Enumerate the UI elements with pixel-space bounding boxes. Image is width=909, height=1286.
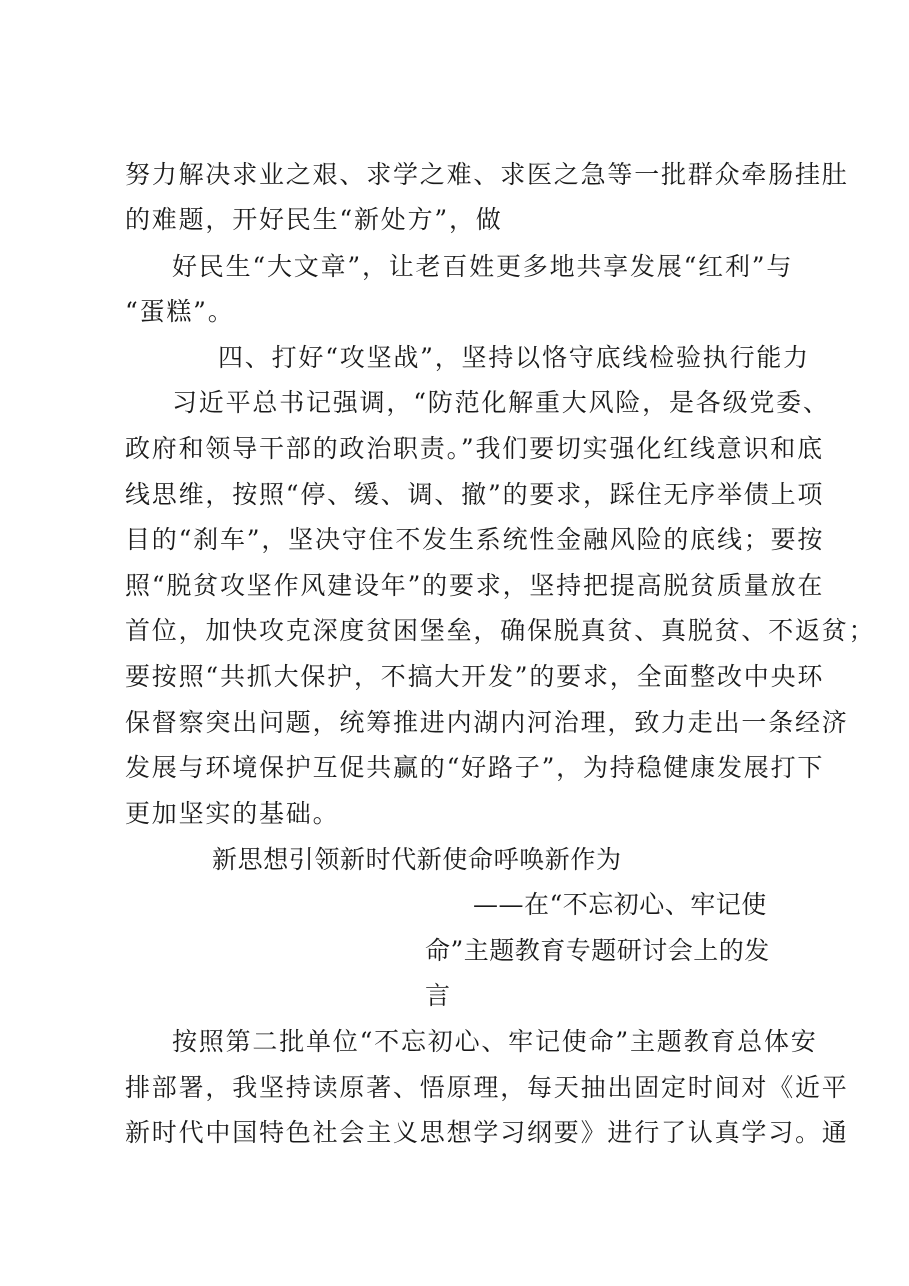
paragraph-line: 首位，加快攻克深度贫困堡垒，确保脱真贫、真脱贫、不返贫； <box>125 616 876 645</box>
paragraph-line: 的难题，开好民生“新处方”，做 <box>125 205 503 234</box>
paragraph-line: 好民生“大文章”，让老百姓更多地共享发展“红利”与 <box>172 252 794 281</box>
article-title: 新思想引领新时代新使命呼唤新作为 <box>212 845 622 874</box>
paragraph-line: 努力解决求业之艰、求学之难、求医之急等一批群众牵肠挂肚 <box>125 160 849 189</box>
paragraph-line: 习近平总书记强调，“防范化解重大风险，是各级党委、 <box>172 388 830 417</box>
paragraph-line: 排部署，我坚持读原著、悟原理，每天抽出固定时间对《近平 <box>125 1073 849 1102</box>
paragraph-line: 按照第二批单位“不忘初心、牢记使命”主题教育总体安 <box>172 1027 818 1056</box>
article-subtitle: ——在“不忘初心、牢记使 <box>473 890 767 919</box>
paragraph-line: 要按照“共抓大保护，不搞大开发”的要求，全面整改中央环 <box>125 662 825 691</box>
paragraph-line: 新时代中国特色社会主义思想学习纲要》进行了认真学习。通 <box>125 1118 849 1147</box>
paragraph-line: 目的“刹车”，坚决守住不发生系统性金融风险的底线；要按 <box>125 525 825 554</box>
section-heading: 四、打好“攻坚战”，坚持以恪守底线检验执行能力 <box>218 343 810 372</box>
paragraph-line: 照“脱贫攻坚作风建设年”的要求，坚持把提高脱贫质量放在 <box>125 571 825 600</box>
article-subtitle: 言 <box>425 981 452 1010</box>
paragraph-line: 保督察突出问题，统筹推进内湖内河治理，致力走出一条经济 <box>125 708 849 737</box>
paragraph-line: 发展与环境保护互促共赢的“好路子”，为持稳健康发展打下 <box>125 753 825 782</box>
paragraph-line: 政府和领导干部的政治职责。”我们要切实强化红线意识和底 <box>125 434 824 463</box>
paragraph-line: 更加坚实的基础。 <box>125 799 340 828</box>
paragraph-line: 线思维，按照“停、缓、调、撤”的要求，踩住无序举债上项 <box>125 480 825 509</box>
paragraph-line: “蛋糕”。 <box>125 297 235 326</box>
article-subtitle: 命”主题教育专题研讨会上的发 <box>425 936 770 965</box>
